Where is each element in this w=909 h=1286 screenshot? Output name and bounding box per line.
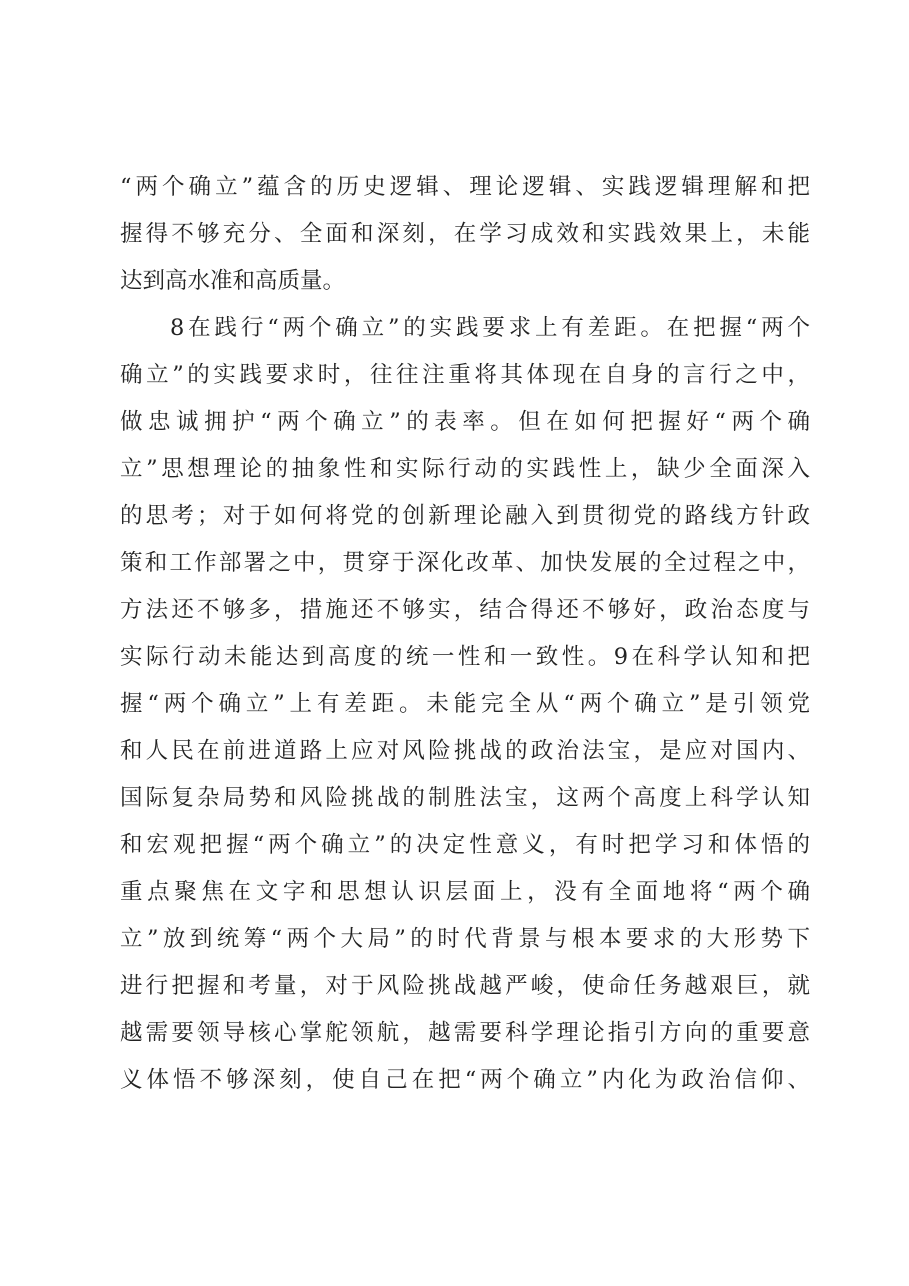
text-line: 方法还不够多，措施还不够实，结合得还不够好，政治态度与 xyxy=(120,597,810,623)
text-line: 义体悟不够深刻，使自己在把“两个确立”内化为政治信仰、 xyxy=(120,1067,810,1093)
text-line: 立”思想理论的抽象性和实际行动的实践性上，缺少全面深入 xyxy=(120,456,810,482)
text-line: 越需要领导核心掌舵领航，越需要科学理论指引方向的重要意 xyxy=(120,1020,810,1046)
text-line: 实际行动未能达到高度的统一性和一致性。9在科学认知和把 xyxy=(120,644,810,670)
text-line: 握得不够充分、全面和深刻，在学习成效和实践效果上，未能 xyxy=(120,221,810,247)
paragraph-first-line: 8在践行“两个确立”的实践要求上有差距。在把握“两个 xyxy=(170,315,810,341)
text-line: 确立”的实践要求时，往往注重将其体现在自身的言行之中， xyxy=(120,362,810,388)
text-line: 重点聚焦在文字和思想认识层面上，没有全面地将“两个确 xyxy=(120,879,810,905)
text-line: 和人民在前进道路上应对风险挑战的政治法宝，是应对国内、 xyxy=(120,738,810,764)
text-line: 立”放到统筹“两个大局”的时代背景与根本要求的大形势下 xyxy=(120,926,810,952)
text-line: 进行把握和考量，对于风险挑战越严峻，使命任务越艰巨，就 xyxy=(120,973,810,999)
text-line: “两个确立”蕴含的历史逻辑、理论逻辑、实践逻辑理解和把 xyxy=(120,174,810,200)
text-line: 握“两个确立”上有差距。未能完全从“两个确立”是引领党 xyxy=(120,691,810,717)
text-line: 策和工作部署之中，贯穿于深化改革、加快发展的全过程之中， xyxy=(120,550,810,576)
text-line: 和宏观把握“两个确立”的决定性意义，有时把学习和体悟的 xyxy=(120,832,810,858)
text-line: 达到高水准和高质量。 xyxy=(120,268,346,294)
text-line: 国际复杂局势和风险挑战的制胜法宝，这两个高度上科学认知 xyxy=(120,785,810,811)
text-line: 的思考；对于如何将党的创新理论融入到贯彻党的路线方针政 xyxy=(120,503,810,529)
text-line: 做忠诚拥护“两个确立”的表率。但在如何把握好“两个确 xyxy=(120,409,810,435)
